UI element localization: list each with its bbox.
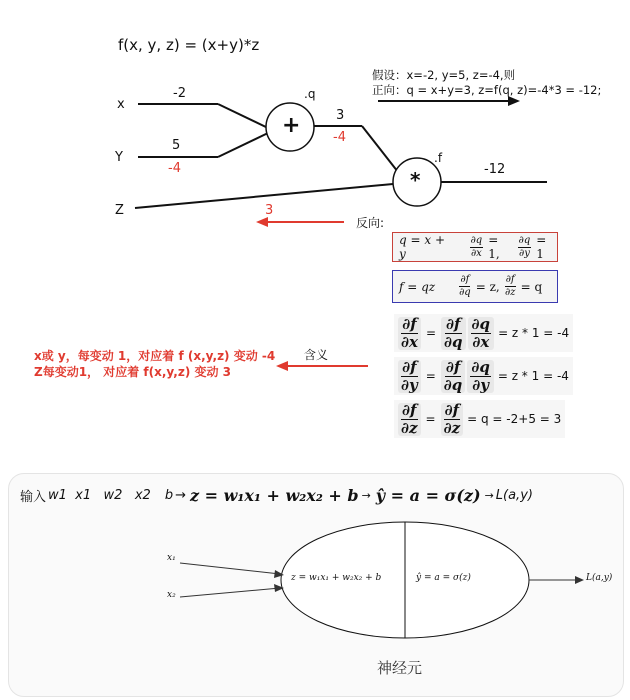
yhat-formula: ŷ = a = σ(z) [375,486,481,505]
arrow-2: → [361,489,371,502]
frac-df-dq-1: $\frac{\partial f}{\partial q}$ [444,314,463,351]
forward-note: 正向：q = x+y=3, z=f(q, z)=-4*3 = -12; [372,83,602,97]
explain-line-2: Z每变动1， 对应着 f(x,y,z) 变动 3 [34,365,232,379]
row3-result: = q = -2+5 = 3 [467,412,562,426]
times-symbol: * [410,168,421,192]
input-prefix: 输入 [20,490,47,505]
f-output-value: -12 [484,162,506,177]
page-title: f(x, y, z) = (x+y)*z [118,36,260,54]
neuron-x1: x₁ [167,553,176,563]
q-backward-value: -4 [333,130,346,145]
arrow-1: → [175,488,186,503]
times-node-label: .f [434,151,443,165]
z-formula: z = w₁x₁ + w₂x₂ + b [189,486,359,505]
row1-result: = z * 1 = -4 [498,326,570,340]
neuron-body-right: ŷ = a = σ(z) [416,573,471,583]
frac-df-dy: $\frac{\partial f}{\partial y}$ [401,357,418,394]
eq-sign: = [425,369,436,383]
assume-note: 假设：x=-2, y=5, z=-4,则 [372,68,516,82]
plus-symbol: + [282,113,301,138]
y-backward-value: -4 [168,161,181,176]
frac-df-dq-2: $\frac{\partial f}{\partial q}$ [443,357,463,394]
z-backward-value: 3 [265,203,274,218]
eq-f-def: f = qz [399,279,436,294]
x-forward-value: -2 [173,86,186,101]
neuron-caption: 神经元 [377,659,423,677]
frac-dq-dx-1: $\frac{\partial q}{\partial x}$ [471,314,491,351]
frac-df-dq-box: $\frac{\partial f}{\partial q}$ [459,274,471,298]
eq-q-def: q = x + y [399,233,446,261]
input-y-label: Y [115,150,123,165]
loss-label: L(a,y) [495,488,533,503]
output-arrowhead [575,576,584,584]
eq-q-tail-1: = 1, [488,233,500,261]
eq-f-tail-1: = z, [475,279,500,294]
y-forward-value: 5 [172,138,181,153]
x1-arrow [180,563,280,574]
neuron-x2: x₂ [167,590,176,600]
frac-df-dz-3: $\frac{\partial f}{\partial z}$ [443,400,461,437]
x2-arrow [180,588,280,597]
input-weights: w1 x1 w2 x2 [48,488,151,503]
input-x-label: x [117,97,125,112]
frac-df-dz: $\frac{\partial f}{\partial z}$ [401,400,418,437]
backward-label: 反向: [356,216,385,230]
bias-label: b [164,488,174,503]
meaning-label: 含义 [304,348,329,362]
explain-line-1: x或 y，每变动 1，对应着 f (x,y,z) 变动 -4 [34,349,276,363]
eq-sign: = [425,326,437,340]
neuron-body-left: z = w₁x₁ + w₂x₂ + b [291,573,382,583]
row2-result: = z * 1 = -4 [497,369,569,383]
q-forward-value: 3 [336,108,345,123]
plus-node-label: .q [304,87,316,101]
frac-dq-dy: $\frac{\partial q}{\partial y}$ [518,234,531,259]
input-z-label: Z [115,203,124,218]
arrow-3: → [484,489,494,502]
eq-q-tail-2: = 1 [536,233,547,261]
eq-f-tail-2: = q [520,279,543,294]
eq-sign: = [425,412,436,426]
frac-df-dz-box: $\frac{\partial f}{\partial z}$ [504,274,516,298]
neuron-output: L(a,y) [586,573,613,583]
frac-df-dx: $\frac{\partial f}{\partial x}$ [401,314,418,351]
frac-dq-dy-2: $\frac{\partial q}{\partial y}$ [471,357,490,394]
frac-dq-dx: $\frac{\partial q}{\partial x}$ [470,234,483,259]
